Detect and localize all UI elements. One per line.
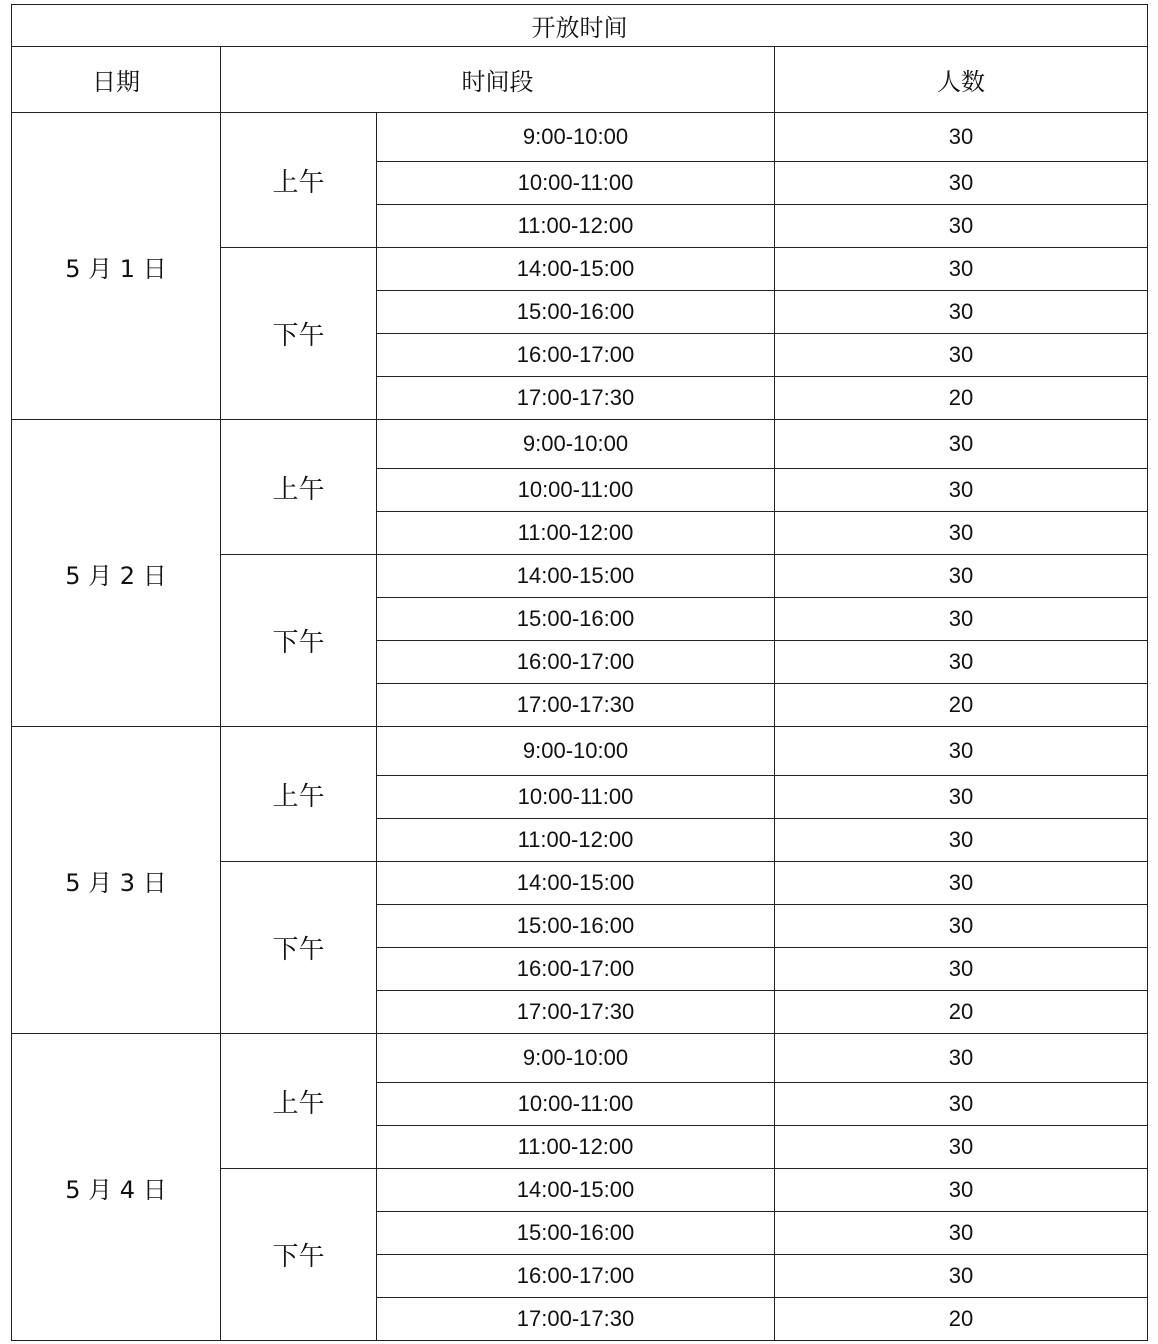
time-slot-cell: 16:00-17:00 xyxy=(377,1255,775,1298)
time-slot-cell: 11:00-12:00 xyxy=(377,819,775,862)
header-date: 日期 xyxy=(12,47,221,113)
count-cell: 30 xyxy=(775,469,1148,512)
date-cell: 5 月 3 日 xyxy=(12,727,221,1034)
count-cell: 30 xyxy=(775,1212,1148,1255)
count-cell: 20 xyxy=(775,991,1148,1034)
count-cell: 30 xyxy=(775,291,1148,334)
time-slot-cell: 15:00-16:00 xyxy=(377,905,775,948)
count-cell: 30 xyxy=(775,334,1148,377)
time-slot-cell: 14:00-15:00 xyxy=(377,248,775,291)
time-slot-cell: 10:00-11:00 xyxy=(377,1083,775,1126)
count-cell: 30 xyxy=(775,819,1148,862)
count-cell: 30 xyxy=(775,162,1148,205)
time-slot-cell: 9:00-10:00 xyxy=(377,420,775,469)
time-slot-cell: 9:00-10:00 xyxy=(377,727,775,776)
time-slot-cell: 10:00-11:00 xyxy=(377,162,775,205)
count-cell: 30 xyxy=(775,1083,1148,1126)
header-count: 人数 xyxy=(775,47,1148,113)
period-cell: 上午 xyxy=(221,420,377,555)
date-cell: 5 月 2 日 xyxy=(12,420,221,727)
period-cell: 上午 xyxy=(221,1034,377,1169)
opening-hours-table xyxy=(11,4,1148,1341)
time-slot-cell: 15:00-16:00 xyxy=(377,598,775,641)
date-cell: 5 月 1 日 xyxy=(12,113,221,420)
period-cell: 下午 xyxy=(221,248,377,420)
schedule-document xyxy=(11,4,1148,1341)
count-cell: 30 xyxy=(775,248,1148,291)
period-cell: 上午 xyxy=(221,727,377,862)
title-row xyxy=(12,5,1148,47)
time-slot-cell: 17:00-17:30 xyxy=(377,377,775,420)
header-row xyxy=(12,47,1148,113)
count-cell: 30 xyxy=(775,598,1148,641)
period-cell: 下午 xyxy=(221,1169,377,1341)
count-cell: 30 xyxy=(775,776,1148,819)
count-cell: 30 xyxy=(775,512,1148,555)
time-slot-cell: 16:00-17:00 xyxy=(377,334,775,377)
count-cell: 20 xyxy=(775,1298,1148,1341)
count-cell: 30 xyxy=(775,1255,1148,1298)
table-row xyxy=(12,420,1148,469)
time-slot-cell: 14:00-15:00 xyxy=(377,862,775,905)
count-cell: 30 xyxy=(775,727,1148,776)
date-cell: 5 月 4 日 xyxy=(12,1034,221,1341)
time-slot-cell: 17:00-17:30 xyxy=(377,684,775,727)
time-slot-cell: 17:00-17:30 xyxy=(377,991,775,1034)
time-slot-cell: 10:00-11:00 xyxy=(377,469,775,512)
count-cell: 30 xyxy=(775,641,1148,684)
table-row xyxy=(12,113,1148,162)
count-cell: 30 xyxy=(775,905,1148,948)
count-cell: 30 xyxy=(775,862,1148,905)
time-slot-cell: 10:00-11:00 xyxy=(377,776,775,819)
table-row xyxy=(12,1034,1148,1083)
time-slot-cell: 11:00-12:00 xyxy=(377,1126,775,1169)
count-cell: 30 xyxy=(775,113,1148,162)
time-slot-cell: 16:00-17:00 xyxy=(377,948,775,991)
count-cell: 30 xyxy=(775,948,1148,991)
time-slot-cell: 11:00-12:00 xyxy=(377,205,775,248)
time-slot-cell: 16:00-17:00 xyxy=(377,641,775,684)
period-cell: 下午 xyxy=(221,555,377,727)
period-cell: 上午 xyxy=(221,113,377,248)
table-title: 开放时间 xyxy=(12,5,1148,47)
time-slot-cell: 14:00-15:00 xyxy=(377,555,775,598)
period-cell: 下午 xyxy=(221,862,377,1034)
count-cell: 30 xyxy=(775,205,1148,248)
count-cell: 30 xyxy=(775,1169,1148,1212)
count-cell: 30 xyxy=(775,420,1148,469)
count-cell: 30 xyxy=(775,555,1148,598)
header-time-range: 时间段 xyxy=(221,47,775,113)
count-cell: 20 xyxy=(775,684,1148,727)
table-row xyxy=(12,727,1148,776)
time-slot-cell: 14:00-15:00 xyxy=(377,1169,775,1212)
time-slot-cell: 17:00-17:30 xyxy=(377,1298,775,1341)
count-cell: 20 xyxy=(775,377,1148,420)
count-cell: 30 xyxy=(775,1126,1148,1169)
time-slot-cell: 15:00-16:00 xyxy=(377,291,775,334)
time-slot-cell: 9:00-10:00 xyxy=(377,113,775,162)
time-slot-cell: 11:00-12:00 xyxy=(377,512,775,555)
count-cell: 30 xyxy=(775,1034,1148,1083)
time-slot-cell: 15:00-16:00 xyxy=(377,1212,775,1255)
time-slot-cell: 9:00-10:00 xyxy=(377,1034,775,1083)
